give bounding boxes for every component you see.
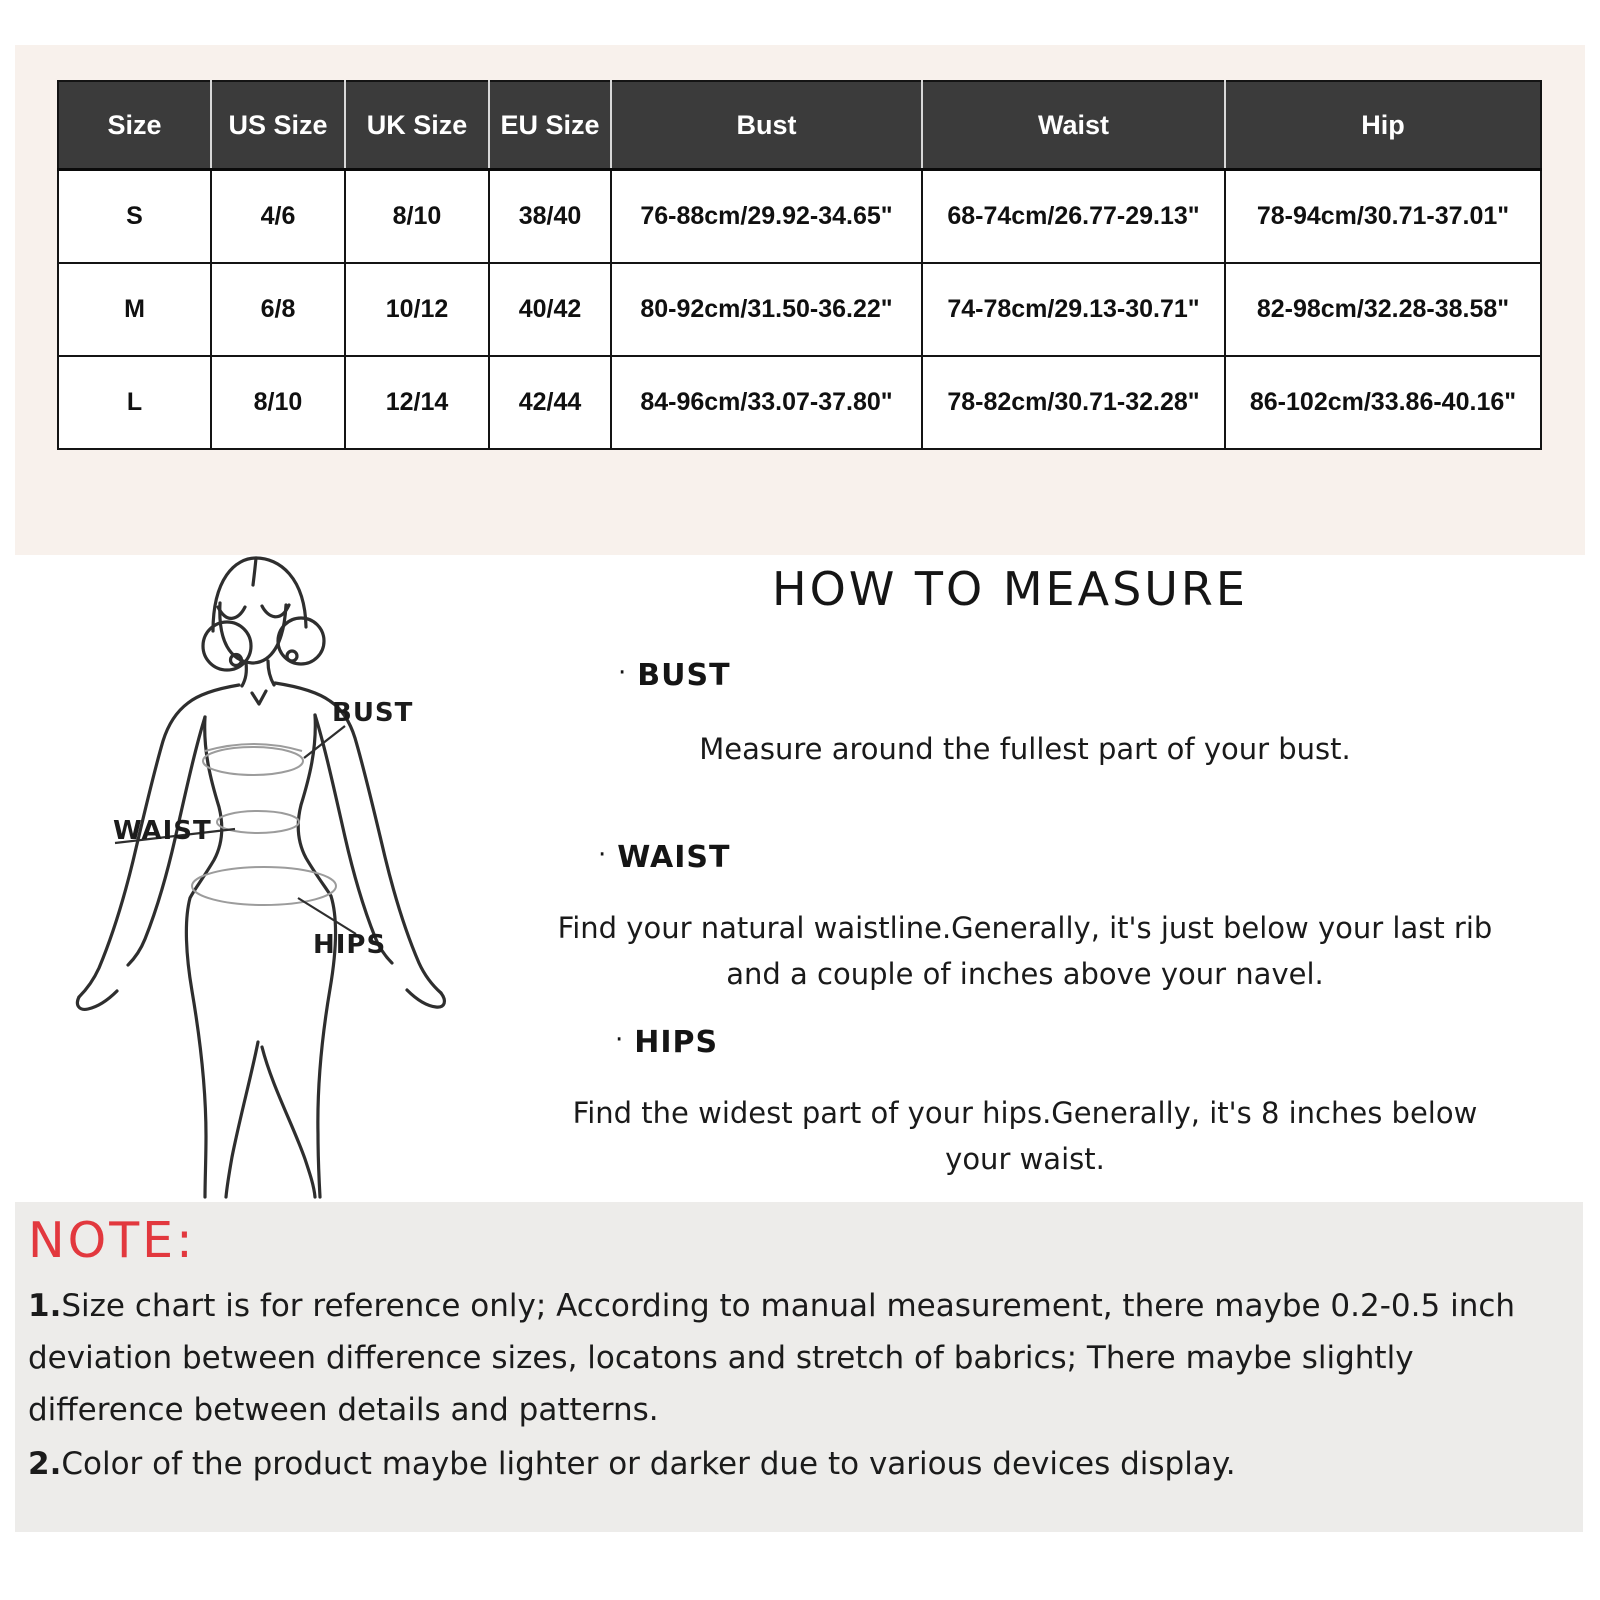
note-title: NOTE: — [28, 1212, 196, 1269]
cell-eu: 40/42 — [489, 263, 611, 356]
figure-waist-label: WAIST — [113, 816, 212, 846]
bullet-icon: · — [615, 1025, 625, 1055]
bust-section-heading — [618, 658, 731, 693]
note-item-number: 2. — [28, 1446, 62, 1482]
cell-uk: 8/10 — [345, 170, 489, 264]
cell-waist: 78-82cm/30.71-32.28" — [922, 356, 1225, 449]
cell-uk: 10/12 — [345, 263, 489, 356]
figure-hips-label: HIPS — [313, 930, 387, 960]
table-row-s — [58, 170, 1541, 264]
cell-bust: 76-88cm/29.92-34.65" — [611, 170, 922, 264]
how-to-measure-title: HOW TO MEASURE — [772, 562, 1248, 616]
note-item-text: Size chart is for reference only; According to manual measurement, there maybe 0.2-0.5 inch deviation between difference sizes, locatons and stretch of babrics; There maybe slightly difference between details and patterns. — [28, 1288, 1516, 1428]
note-item — [28, 1280, 1558, 1436]
hips-instruction-line: your waist. — [945, 1142, 1105, 1176]
cell-hip: 82-98cm/32.28-38.58" — [1225, 263, 1541, 356]
cell-size: S — [58, 170, 211, 264]
column-header-bust: Bust — [611, 81, 922, 170]
column-header-size: Size — [58, 81, 211, 170]
cell-size: M — [58, 263, 211, 356]
measurement-figure — [55, 545, 500, 1200]
woman-outline-illustration — [55, 545, 500, 1200]
cell-size: L — [58, 356, 211, 449]
table-row-m — [58, 263, 1541, 356]
column-header-hip: Hip — [1225, 81, 1541, 170]
waist-section-heading — [598, 840, 730, 875]
bust-instruction-line: Measure around the fullest part of your bust. — [699, 732, 1351, 766]
cell-bust: 80-92cm/31.50-36.22" — [611, 263, 922, 356]
note-item-text: Color of the product maybe lighter or darker due to various devices display. — [61, 1446, 1236, 1482]
column-header-waist: Waist — [922, 81, 1225, 170]
cell-us: 4/6 — [211, 170, 345, 264]
hips-heading-text: HIPS — [634, 1025, 719, 1060]
bullet-icon: · — [618, 658, 628, 688]
cell-bust: 84-96cm/33.07-37.80" — [611, 356, 922, 449]
cell-hip: 86-102cm/33.86-40.16" — [1225, 356, 1541, 449]
cell-uk: 12/14 — [345, 356, 489, 449]
waist-heading-text: WAIST — [617, 840, 731, 875]
size-chart-table — [57, 80, 1542, 450]
bullet-icon: · — [598, 840, 608, 870]
waist-instructions — [455, 905, 1595, 997]
table-row-l — [58, 356, 1541, 449]
cell-us: 8/10 — [211, 356, 345, 449]
bust-instructions — [455, 726, 1595, 772]
cell-eu: 38/40 — [489, 170, 611, 264]
waist-instruction-line: Find your natural waistline.Generally, it's just below your last rib — [557, 911, 1493, 945]
hips-instruction-line: Find the widest part of your hips.Generally, it's 8 inches below — [572, 1096, 1478, 1130]
header-row — [58, 81, 1541, 170]
figure-bust-label: BUST — [332, 698, 414, 728]
note-item — [28, 1438, 1558, 1490]
waist-instruction-line: and a couple of inches above your navel. — [726, 957, 1324, 991]
size-chart-header — [58, 81, 1541, 170]
note-item-number: 1. — [28, 1288, 62, 1324]
cell-waist: 74-78cm/29.13-30.71" — [922, 263, 1225, 356]
cell-us: 6/8 — [211, 263, 345, 356]
column-header-uk: UK Size — [345, 81, 489, 170]
bust-heading-text: BUST — [637, 658, 731, 693]
hips-instructions — [455, 1090, 1595, 1182]
cell-waist: 68-74cm/26.77-29.13" — [922, 170, 1225, 264]
column-header-eu: EU Size — [489, 81, 611, 170]
cell-eu: 42/44 — [489, 356, 611, 449]
column-header-us: US Size — [211, 81, 345, 170]
cell-hip: 78-94cm/30.71-37.01" — [1225, 170, 1541, 264]
hips-section-heading — [615, 1025, 718, 1060]
